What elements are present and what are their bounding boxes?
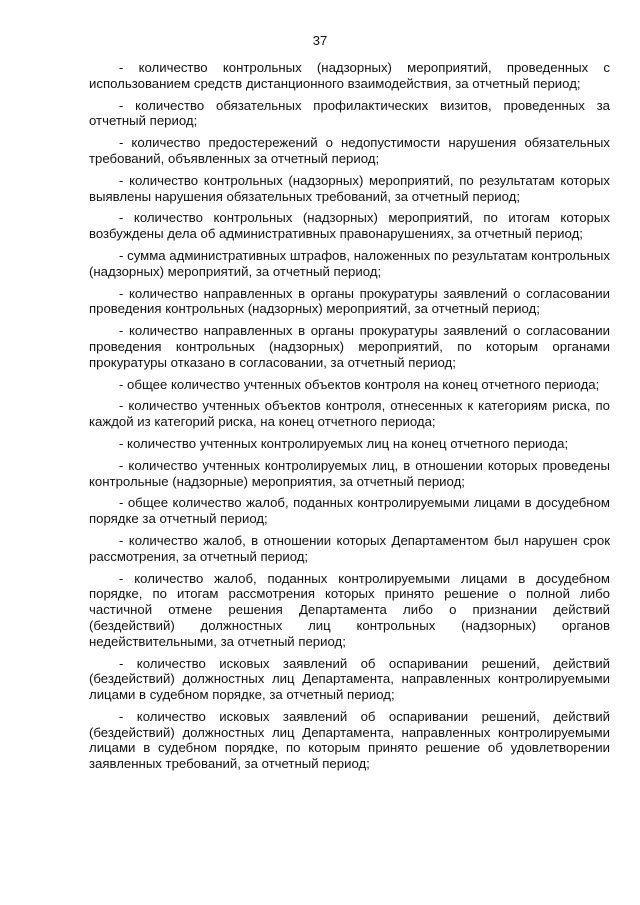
list-item: - количество контрольных (надзорных) мероприятий, по итогам которых возбуждены дела об административных правонарушениях, за отчетный период;	[89, 210, 610, 242]
list-item: - количество исковых заявлений об оспаривании решений, действий (бездействий) должностных лиц Департамента, направленных контролируемыми лицами в судебном порядке, за отчетный период;	[89, 655, 610, 703]
list-item: - количество контрольных (надзорных) мероприятий, проведенных с использованием средств дистанционного взаимодействия, за отчетный период;	[89, 60, 610, 91]
document-body	[89, 60, 610, 772]
list-item: - количество жалоб, в отношении которых Департаментом был нарушен срок рассмотрения, за отчетный период;	[89, 532, 610, 564]
list-item: - количество учтенных объектов контроля, отнесенных к категориям риска, по каждой из категорий риска, на конец отчетного периода;	[89, 398, 610, 430]
list-item: - количество направленных в органы прокуратуры заявлений о согласовании проведения контрольных (надзорных) мероприятий, за отчетный период;	[89, 285, 610, 317]
list-item: - количество учтенных контролируемых лиц на конец отчетного периода;	[119, 435, 569, 451]
list-item: - количество жалоб, поданных контролируемыми лицами в досудебном порядке, по итогам рассмотрения которых принято решение о полной либо частичной отмене решения Департамента либо о признании действий (бездействий) должностных лиц контрольных (надзорных) органов недействительными, за отчетный период;	[89, 570, 610, 649]
list-item: - количество обязательных профилактических визитов, проведенных за отчетный период;	[89, 97, 610, 129]
list-item: - сумма административных штрафов, наложенных по результатам контрольных (надзорных) мероприятий, за отчетный период;	[89, 247, 610, 279]
list-item: - количество направленных в органы прокуратуры заявлений о согласовании проведения контрольных (надзорных) мероприятий, по которым органами прокуратуры отказано в согласовании, за отчетный период;	[89, 323, 610, 370]
list-item: - количество учтенных контролируемых лиц, в отношении которых проведены контрольные (надзорные) мероприятия, за отчетный период;	[89, 457, 610, 489]
list-item: - общее количество жалоб, поданных контролируемыми лицами в досудебном порядке за отчетный период;	[89, 495, 610, 527]
list-item: - количество контрольных (надзорных) мероприятий, по результатам которых выявлены нарушения обязательных требований, за отчетный период;	[89, 172, 610, 204]
list-item: - количество предостережений о недопустимости нарушения обязательных требований, объявленных за отчетный период;	[89, 135, 610, 166]
list-item: - количество исковых заявлений об оспаривании решений, действий (бездействий) должностных лиц Департамента, направленных контролируемыми лицами в судебном порядке, по которым принято решение об удовлетворении заявленных требований, за отчетный период;	[89, 708, 610, 772]
page-number: 37	[312, 33, 328, 48]
list-item: - общее количество учтенных объектов контроля на конец отчетного периода;	[119, 376, 600, 392]
